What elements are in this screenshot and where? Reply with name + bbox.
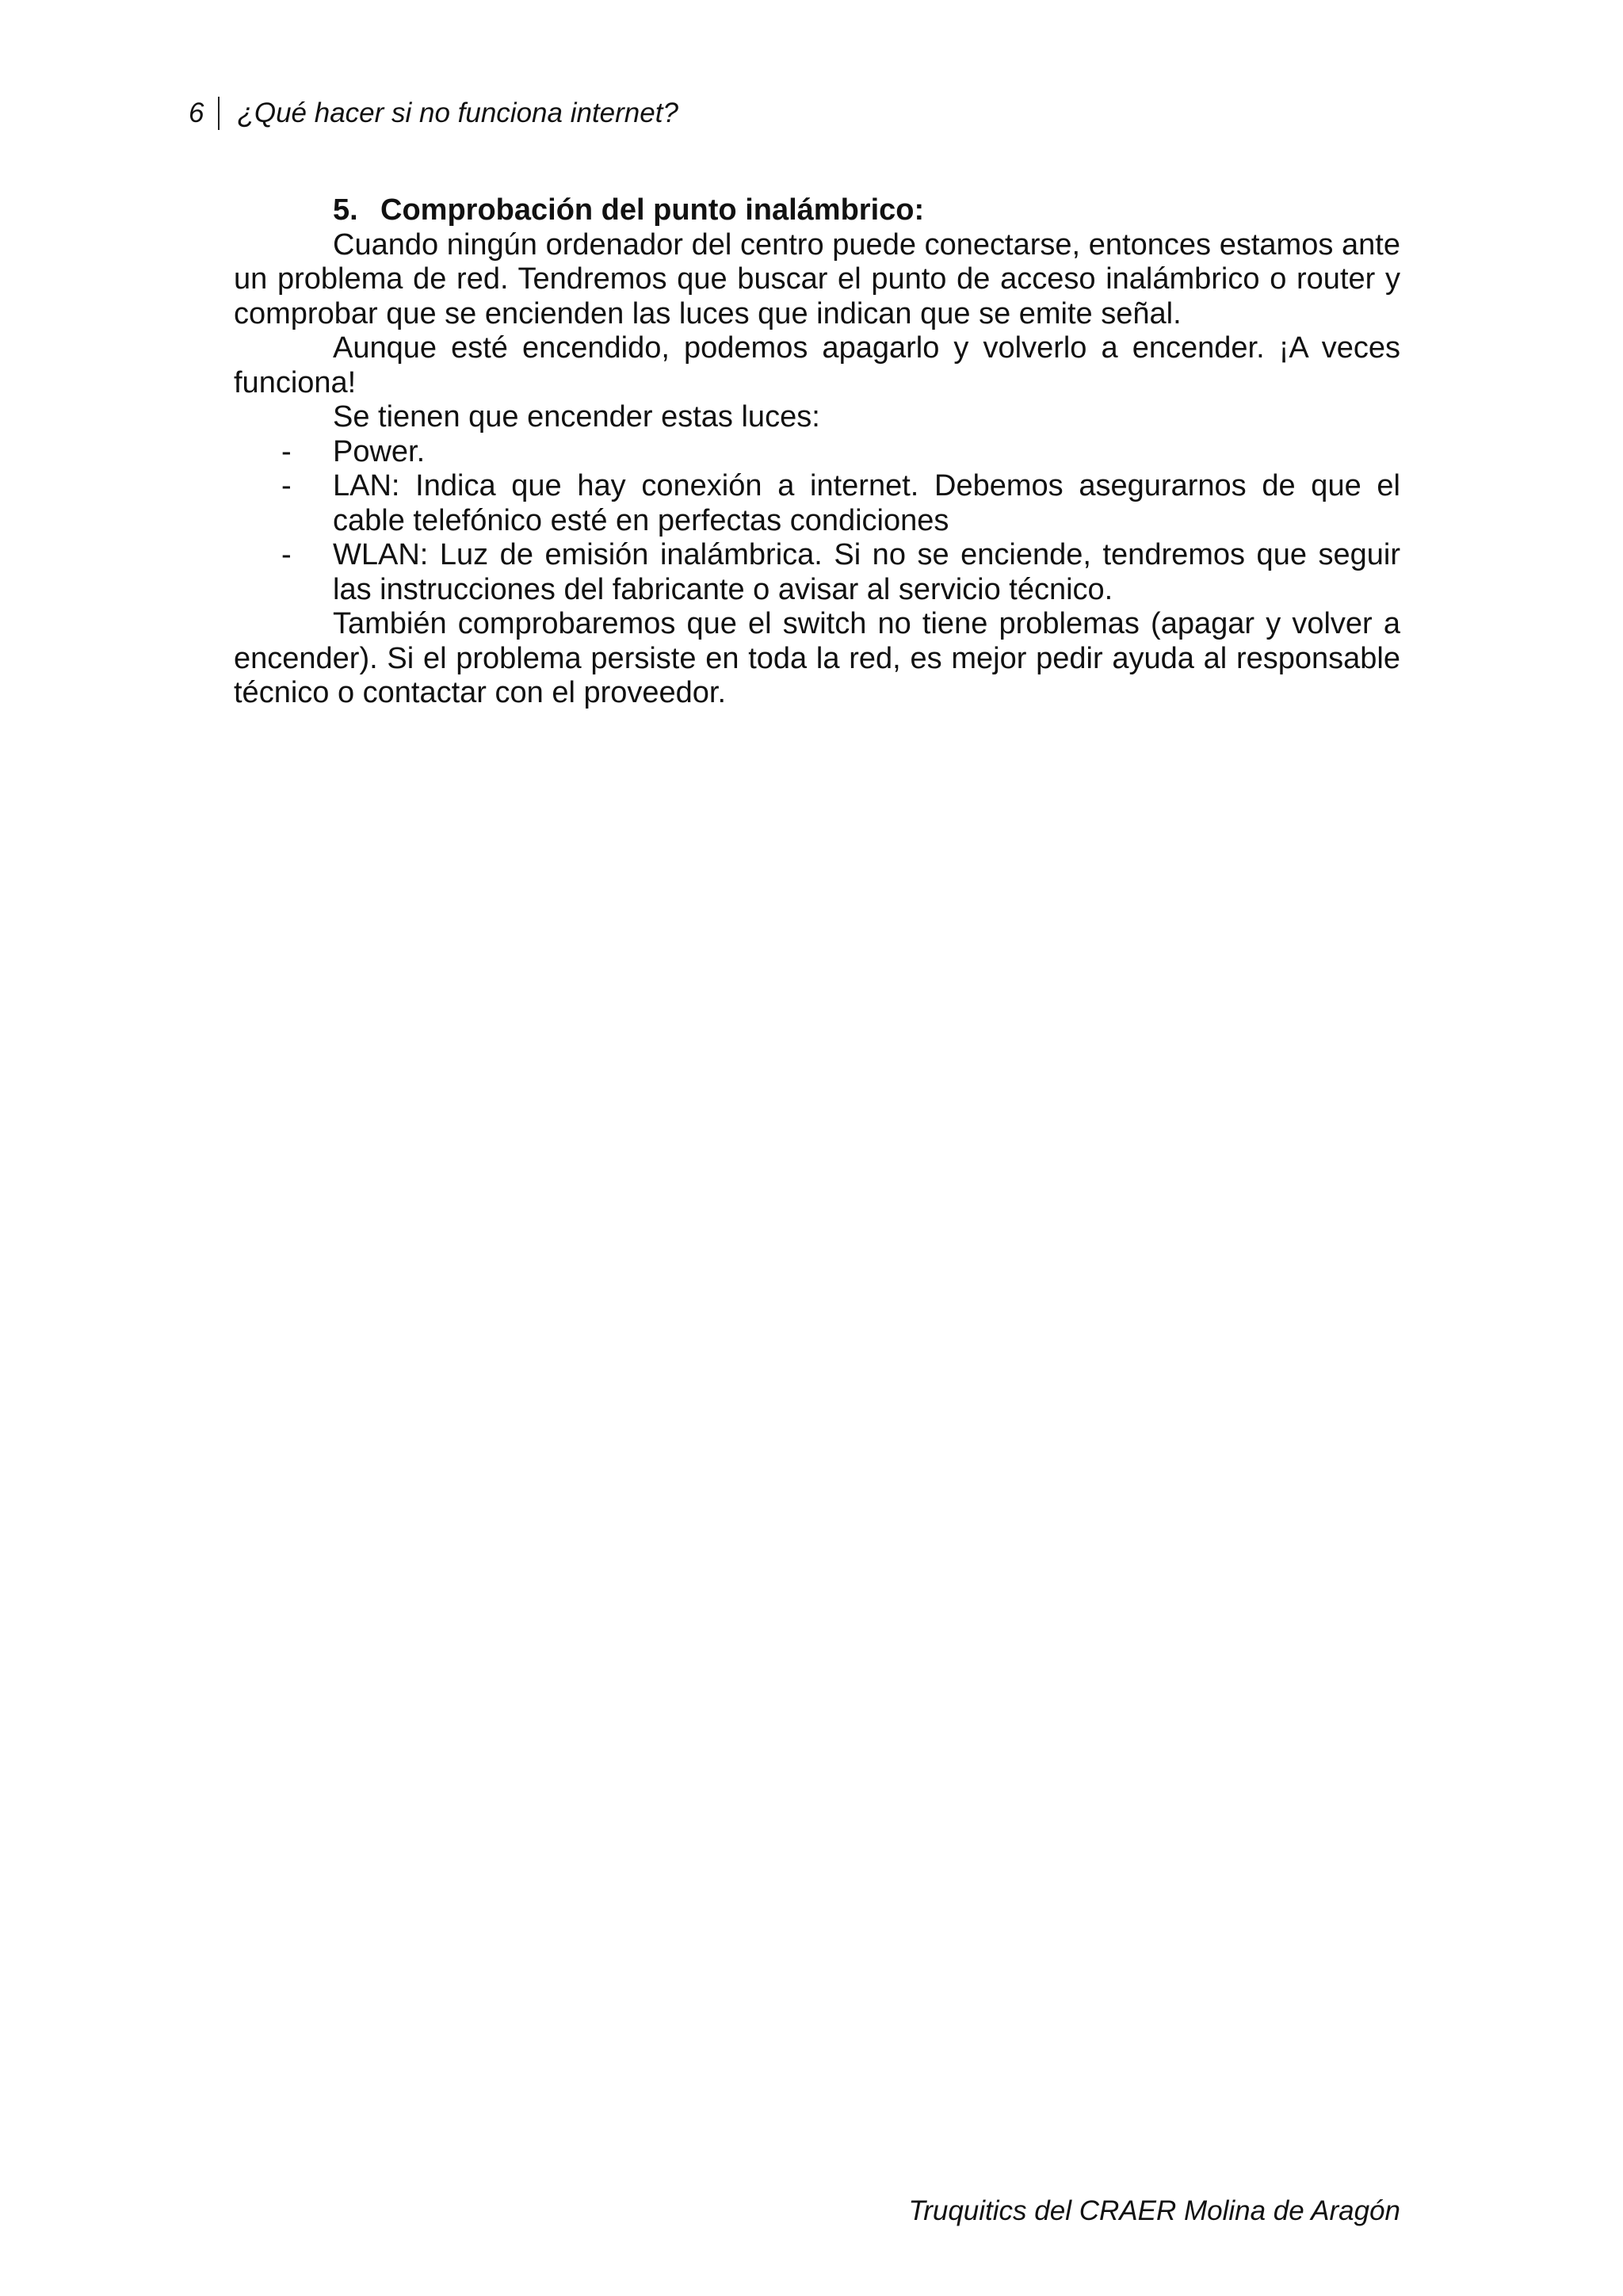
paragraph-network-problem: Cuando ningún ordenador del centro puede conectarse, entonces estamos ante un problema de red. Tendremos que buscar el punto de acceso inalámbrico o router y comprobar que se encienden las luces que indican que se emite señal. xyxy=(234,227,1400,330)
list-item-lan xyxy=(234,469,1400,538)
list-item-wlan xyxy=(234,538,1400,607)
page-number: 6 xyxy=(189,97,204,128)
list-marker: - xyxy=(281,434,292,468)
list-item-text: WLAN: Luz de emisión inalámbrica. Si no se enciende, tendremos que seguir las instrucciones del fabricante o avisar al servicio técnico. xyxy=(333,538,1400,606)
main-content xyxy=(234,193,1400,711)
paragraph-lights-intro: Se tienen que encender estas luces: xyxy=(333,400,820,434)
list-item-text: Power. xyxy=(333,434,426,468)
page-footer: Truquitics del CRAER Molina de Aragón xyxy=(908,2195,1400,2226)
list-item-text: LAN: Indica que hay conexión a internet. Debemos asegurarnos de que el cable telefónico esté en perfectas condiciones xyxy=(333,469,1400,537)
paragraph-switch-check: También comprobaremos que el switch no tiene problemas (apagar y volver a encender). Si el problema persiste en toda la red, es mejor pedir ayuda al responsable técnico o contactar con el proveedor. xyxy=(234,607,1400,709)
header-title: ¿Qué hacer si no funciona internet? xyxy=(237,97,678,128)
section-number: 5. xyxy=(333,193,358,227)
list-marker: - xyxy=(281,469,292,502)
list-marker: - xyxy=(281,538,292,571)
list-item-power xyxy=(234,435,1400,470)
section-heading xyxy=(234,193,1400,228)
section-title: Comprobación del punto inalámbrico: xyxy=(380,193,925,227)
page-header xyxy=(189,94,678,133)
header-divider xyxy=(218,97,220,130)
paragraph-restart-tip: Aunque esté encendido, podemos apagarlo y volverlo a encender. ¡A veces funciona! xyxy=(234,331,1400,399)
